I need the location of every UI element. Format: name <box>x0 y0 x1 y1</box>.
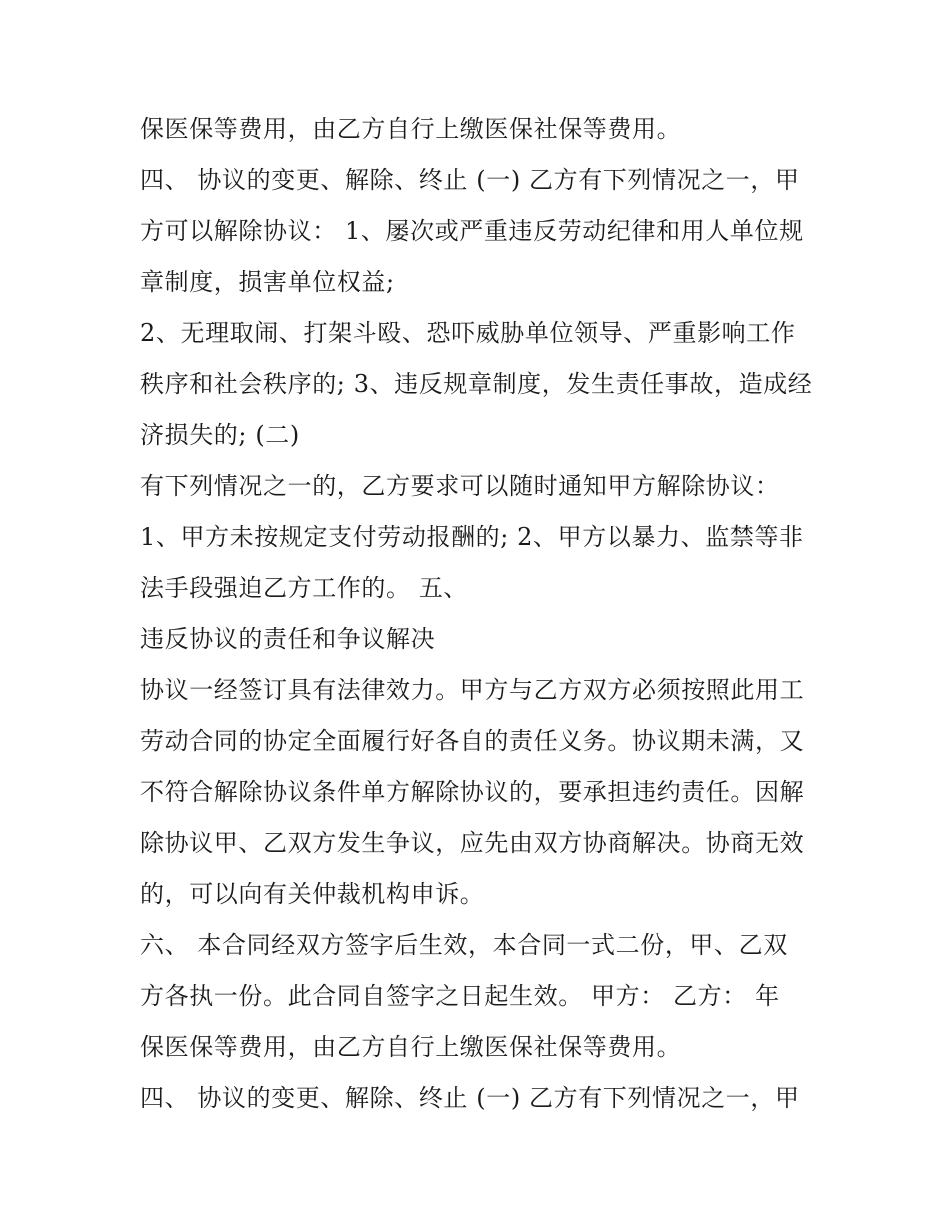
text-line: 济损失的; (二) <box>140 421 300 449</box>
text-line: 四、 协议的变更、解除、终止 (一) 乙方有下列情况之一，甲 <box>140 1084 800 1112</box>
section-heading: 违反协议的责任和争议解决 <box>140 625 436 653</box>
text-line: 方可以解除协议： 1、屡次或严重违反劳动纪律和用人单位规 <box>140 217 804 245</box>
text-line: 协议一经签订具有法律效力。甲方与乙方双方必须按照此用工 <box>140 676 805 704</box>
text-line: 秩序和社会秩序的; 3、违反规章制度，发生责任事故，造成经 <box>140 370 813 398</box>
text-line: 保医保等费用，由乙方自行上缴医保社保等费用。 <box>140 115 682 143</box>
text-line: 章制度，损害单位权益; <box>140 268 395 296</box>
text-line: 四、 协议的变更、解除、终止 (一) 乙方有下列情况之一，甲 <box>140 166 800 194</box>
text-line: 方各执一份。此合同自签字之日起生效。 甲方： 乙方： 年 <box>140 982 780 1010</box>
text-line: 的，可以向有关仲裁机构申诉。 <box>140 880 485 908</box>
text-line: 不符合解除协议条件单方解除协议的，要承担违约责任。因解 <box>140 778 805 806</box>
text-line: 2、无理取闹、打架斗殴、恐吓威胁单位领导、严重影响工作 <box>140 319 796 347</box>
text-line: 1、甲方未按规定支付劳动报酬的; 2、甲方以暴力、监禁等非 <box>140 523 804 551</box>
text-line: 法手段强迫乙方工作的。 五、 <box>140 574 469 602</box>
text-line: 有下列情况之一的，乙方要求可以随时通知甲方解除协议： <box>140 472 780 500</box>
text-line: 保医保等费用，由乙方自行上缴医保社保等费用。 <box>140 1033 682 1061</box>
text-line: 劳动合同的协定全面履行好各自的责任义务。协议期未满，又 <box>140 727 805 755</box>
text-line: 六、 本合同经双方签字后生效，本合同一式二份，甲、乙双 <box>140 931 788 959</box>
text-line: 除协议甲、乙双方发生争议，应先由双方协商解决。协商无效 <box>140 829 805 857</box>
